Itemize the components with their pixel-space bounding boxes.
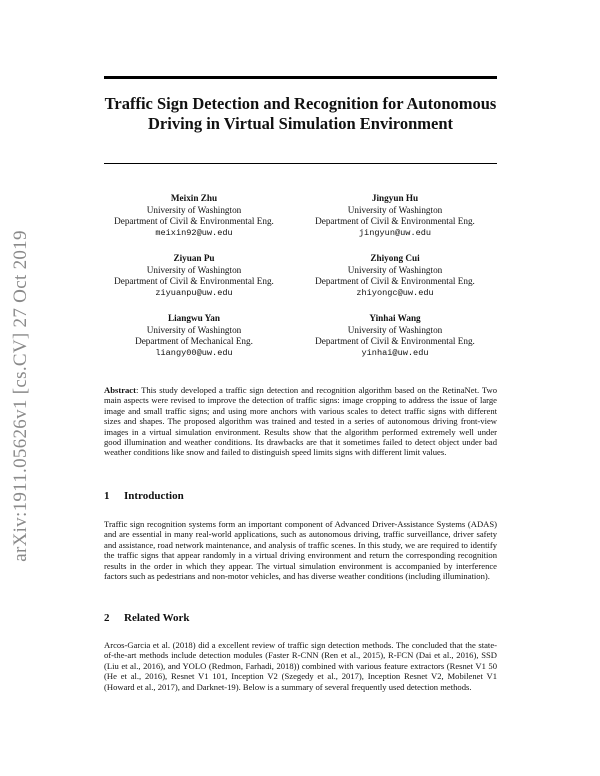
abstract-text: : This study developed a traffic sign detection and recognition algorithm based on the RetinaNet. Two main aspects were revised to improve the detection of traffic signs: image cropping to address the issue of large image and small traffic signs; and using more anchors with various scales to detect traffic signs with different sizes and shapes. The proposed algorithm was trained and tested in a series of autonomous driving front-view images in a virtual simulation environment. Results show that the algorithm performed extremely well under good illumination and weather conditions. Its drawbacks are that it sometimes failed to detect object under bad weather conditions like snow and failed to distinguish speed limits signs with different limit values. — [104, 385, 497, 458]
introduction-paragraph: Traffic sign recognition systems form an important component of Advanced Driver-Assistance Systems (ADAS) and are essential in many real-world applications, such as autonomous driving, traffic surveillance, driver safety and assistance, road network maintenance, and analysis of traffic scenes. In this study, we are required to identify the traffic signs that appear randomly in a virtual driving environment and return the corresponding recognition results in the order in which they appear. The virtual simulation environment is accompanied by interference factors such as pedestrians and non-motor vehicles, and has diverse weather conditions (including illumination). — [104, 519, 497, 582]
author-email: meixin92@uw.edu — [155, 227, 233, 238]
author-email: jingyun@uw.edu — [358, 227, 432, 238]
arxiv-identifier-text: arXiv:1911.05626v1 [cs.CV] 27 Oct 2019 — [10, 230, 31, 562]
author-block — [84, 313, 304, 359]
author-affiliation: University of Washington — [146, 204, 242, 215]
author-email: yinhai@uw.edu — [361, 347, 429, 358]
author-name: Jingyun Hu — [371, 193, 419, 203]
related-work-paragraph: Arcos-Garcia et al. (2018) did a excellent review of traffic sign detection methods. The concluded that the state-of-the-art methods include detection modules (Faster R-CNN (Ren et al., 2015), R-FCN (Dai et al., 2016), SSD (Liu et al., 2016), and YOLO (Redmon, Farhadi, 2018)) combined with various feature extractors (Resnet V1 50 (He et al., 2016), Resnet V1 101, Inception V2 (Szegedy et al., 2017), Inception Resnet V2, Mobilenet V1 (Howard et al., 2017), and Darknet-19). Below is a summary of several frequently used detection methods. — [104, 640, 497, 692]
author-name: Liangwu Yan — [168, 313, 220, 323]
author-affiliation: University of Washington — [146, 264, 242, 275]
author-email: ziyuanpu@uw.edu — [155, 287, 233, 298]
author-department: Department of Civil & Environmental Eng. — [315, 336, 475, 346]
paper-title: Traffic Sign Detection and Recognition for Autonomous Driving in Virtual Simulation Environment — [104, 94, 497, 133]
abstract — [104, 385, 497, 458]
section-title: Related Work — [124, 612, 190, 624]
author-affiliation: University of Washington — [146, 324, 242, 335]
section-heading-related-work — [104, 612, 190, 624]
title-rule-bottom — [104, 163, 497, 164]
author-block — [84, 193, 304, 239]
author-affiliation: University of Washington — [347, 324, 443, 335]
author-department: Department of Civil & Environmental Eng. — [114, 216, 274, 226]
author-department: Department of Civil & Environmental Eng. — [315, 216, 475, 226]
section-number: 1 — [104, 490, 110, 502]
author-name: Meixin Zhu — [170, 193, 218, 203]
abstract-label: Abstract — [104, 385, 136, 395]
section-heading-introduction — [104, 490, 184, 502]
author-department: Department of Civil & Environmental Eng. — [315, 276, 475, 286]
author-block — [84, 253, 304, 299]
section-number: 2 — [104, 612, 110, 624]
author-affiliation: University of Washington — [347, 264, 443, 275]
author-block — [285, 253, 505, 299]
title-rule-top — [104, 76, 497, 79]
author-block — [285, 193, 505, 239]
author-name: Yinhai Wang — [369, 313, 421, 323]
author-email: zhiyongc@uw.edu — [356, 287, 434, 298]
author-department: Department of Mechanical Eng. — [135, 336, 253, 346]
arxiv-identifier — [6, 206, 36, 586]
author-email: liangy00@uw.edu — [155, 347, 233, 358]
author-department: Department of Civil & Environmental Eng. — [114, 276, 274, 286]
author-block — [285, 313, 505, 359]
section-title: Introduction — [124, 490, 184, 502]
author-affiliation: University of Washington — [347, 204, 443, 215]
author-name: Zhiyong Cui — [370, 253, 420, 263]
author-name: Ziyuan Pu — [173, 253, 215, 263]
